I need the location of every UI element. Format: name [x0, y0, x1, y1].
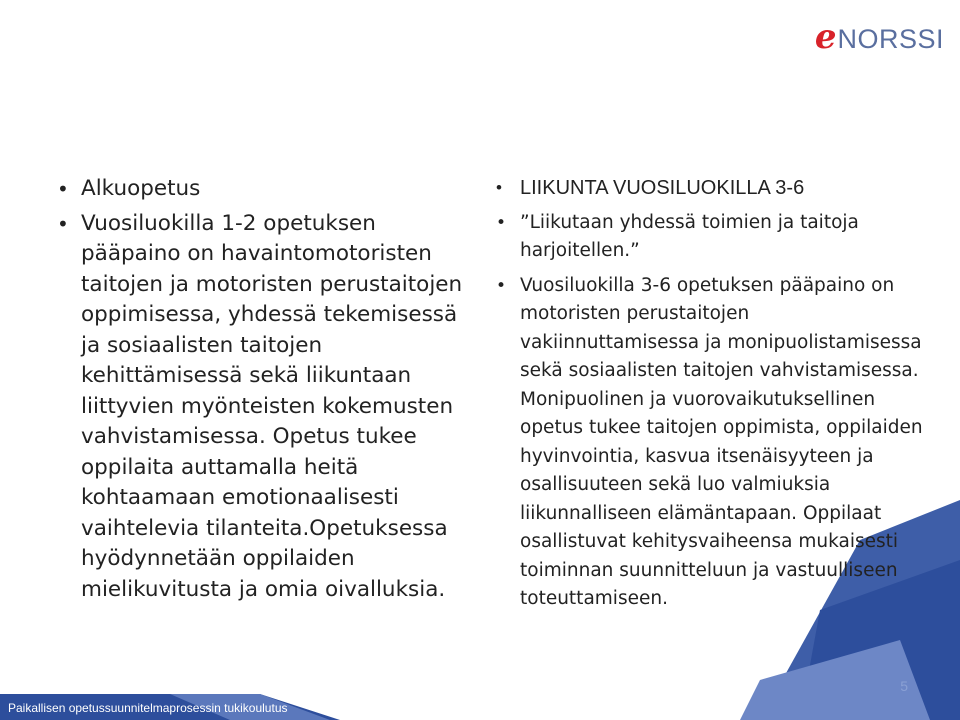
footer-text: Paikallisen opetussuunnitelmaprosessin tukikoulutus: [8, 701, 288, 715]
left-bullet-heading: • Alkuopetus: [55, 174, 465, 205]
right-bullet-list: [494, 174, 924, 614]
left-bullet-body: • Vuosiluokilla 1-2 opetuksen pääpaino on havaintomotoristen taitojen ja motoristen perustaitojen oppimisessa, yhdessä tekemisessä ja sosiaalisten taitojen kehittämisessä sekä liikuntaan liittyvien myönteisten kokemusten vahvistamisessa. Opetus tukee oppilaita auttamalla heitä kohtaamaan emotionaalisesti vaihtelevia tilanteita.Opetuksessa hyödynnetään oppilaiden mielikuvitusta ja omia oivalluksia.: [55, 209, 465, 606]
left-bullet-list: [55, 174, 465, 605]
enorssi-logo: [814, 16, 944, 57]
logo-mark: e: [814, 17, 837, 57]
right-bullet-body: • Vuosiluokilla 3-6 opetuksen pääpaino on motoristen perustaitojen vakiinnuttamisessa ja monipuolistamisessa sekä sosiaalisten taitojen vahvistamisessa. Monipuolinen ja vuorovaikutuksellinen opetus tukee taitojen oppimista, oppilaiden hyvinvointia, kasvua itsenäisyyteen ja osallisuuteen sekä luo valmiuksia liikunnalliseen elämäntapaan. Oppilaat osallistuvat kehitysvaiheensa mukaisesti toiminnan suunnitteluun ja vastuulliseen toteuttamiseen.: [494, 272, 924, 614]
logo-name: NORSSI: [837, 24, 944, 54]
right-bullet-heading: • LIIKUNTA VUOSILUOKILLA 3-6: [494, 174, 924, 203]
left-column: [55, 174, 465, 609]
right-column: [494, 174, 924, 620]
right-bullet-quote: • ”Liikutaan yhdessä toimien ja taitoja harjoitellen.”: [494, 209, 924, 266]
page-number: 5: [900, 678, 908, 694]
